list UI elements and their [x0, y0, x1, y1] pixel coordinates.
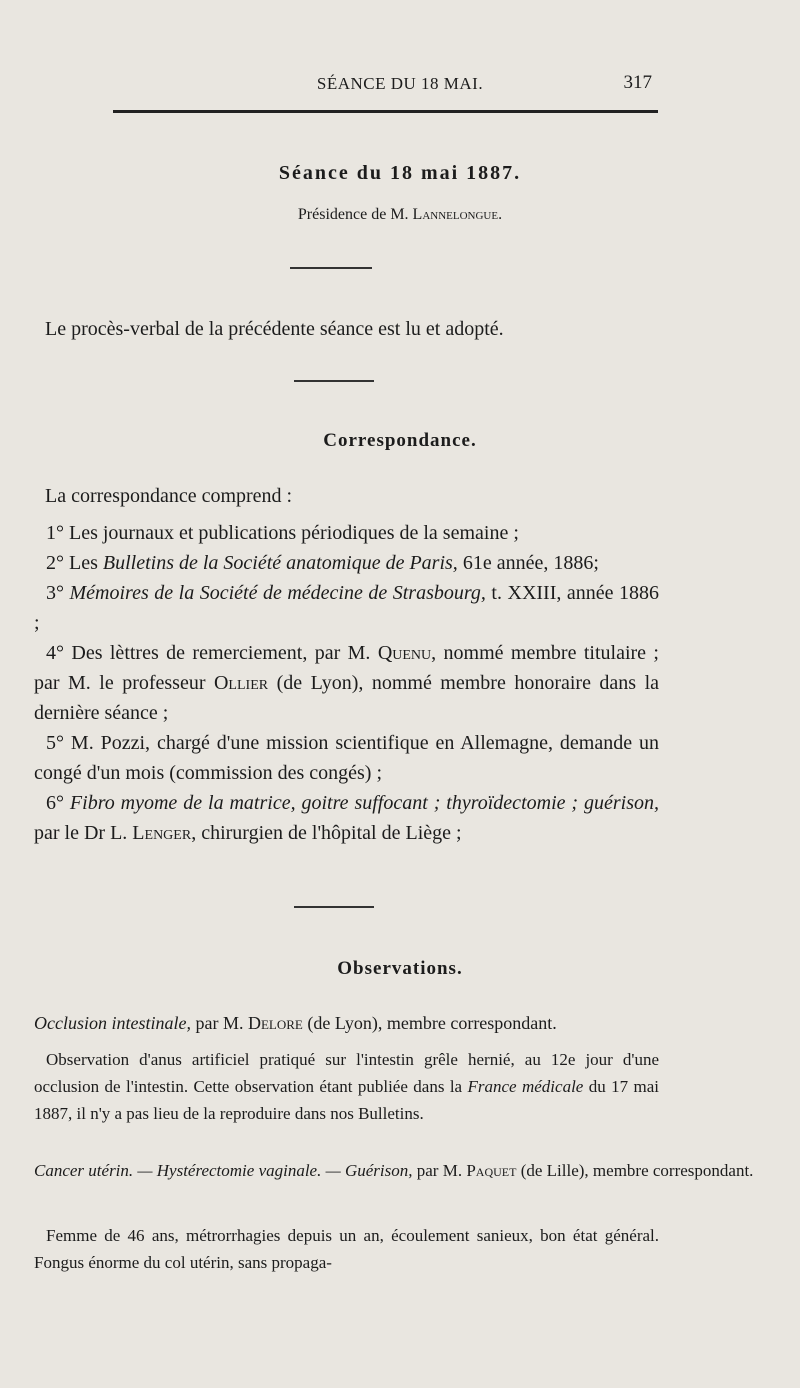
- president-name: Lannelongue: [412, 206, 499, 223]
- obs2-rest: (de Lille), membre correspondant.: [516, 1161, 754, 1180]
- obs2-title: Cancer utérin. — Hystérectomie vaginale. — Guérison,: [34, 1161, 413, 1180]
- observation-2-text: Femme de 46 ans, métrorrhagies depuis un an, écoulement sanieux, bon état général. Fongus énorme du col utérin, sans propaga-: [34, 1226, 659, 1272]
- obs2-name-paquet: Paquet: [466, 1161, 517, 1180]
- item2-prefix: 2° Les: [46, 552, 103, 574]
- item2-suffix: 61e année, 1886;: [457, 552, 599, 574]
- running-title: SÉANCE DU 18 MAI.: [316, 74, 484, 93]
- observations-heading: Observations.: [337, 958, 463, 979]
- correspondance-item-3: [34, 578, 659, 638]
- obs1-name-delore: Delore: [247, 1013, 303, 1033]
- presidence-suffix: .: [498, 206, 503, 223]
- item4-text-b: , nommé membre titulaire ; par M. le professeur: [34, 642, 659, 694]
- obs2-by: par M.: [412, 1161, 467, 1180]
- obs1-title: Occlusion intestinale,: [34, 1013, 191, 1033]
- divider-rule-3: [294, 906, 374, 908]
- header-rule: [113, 110, 658, 113]
- correspondance-item-4: [34, 638, 659, 728]
- item6-text-c: , chirurgien de l'hôpital de Liège ;: [191, 822, 462, 844]
- correspondance-item-2: [34, 548, 659, 578]
- item2-title: Bulletins de la Société anatomique de Paris,: [102, 552, 458, 574]
- item4-text-c: (de Lyon), nommé membre honoraire dans la dernière séance ;: [34, 672, 659, 724]
- obs1-journal: France médicale: [467, 1077, 584, 1096]
- correspondance-heading: Correspondance.: [323, 430, 477, 451]
- item6-text-b: par le Dr L.: [34, 822, 133, 844]
- correspondance-item-1: 1° Les journaux et publications périodiques de la semaine ;: [46, 522, 519, 544]
- item4-name-quenu: Quenu: [377, 642, 432, 664]
- item4-text-a: 4° Des lèttres de remerciement, par M.: [46, 642, 378, 664]
- obs1-by: par M.: [190, 1013, 248, 1033]
- obs1-text-a: Observation d'anus artificiel pratiqué sur l'intestin grêle hernié, au 12e jour d'une occlusion de l'intestin. Cette observation étant publiée dans la: [34, 1050, 659, 1096]
- proces-verbal: Le procès-verbal de la précédente séance est lu et adopté.: [45, 318, 504, 340]
- item6-name-lenger: Lenger: [132, 822, 192, 844]
- correspondance-intro: La correspondance comprend :: [45, 485, 293, 507]
- observation-2-title: [34, 1157, 800, 1184]
- observation-1-text: [34, 1046, 659, 1127]
- item3-title: Mémoires de la Société de médecine de Strasbourg,: [69, 582, 486, 604]
- divider-rule-1: [290, 267, 372, 269]
- obs1-rest: (de Lyon), membre correspondant.: [302, 1013, 557, 1033]
- observation-1-title: [34, 1010, 659, 1037]
- item6-title: Fibro myome de la matrice, goitre suffocant ; thyroïdectomie ; guérison,: [69, 792, 659, 814]
- presidence-line: [0, 206, 800, 224]
- correspondance-item-5: 5° M. Pozzi, chargé d'une mission scientifique en Allemagne, demande un congé d'un mois (commission des congés) ;: [34, 732, 659, 784]
- divider-rule-2: [294, 380, 374, 382]
- item6-prefix: 6°: [46, 792, 70, 814]
- obs1-text-b: du 17 mai 1887, il n'y a pas lieu de la reproduire dans nos Bulletins.: [34, 1077, 660, 1123]
- presidence-prefix: Présidence de M.: [297, 206, 413, 223]
- item3-suffix: t. XXIII, année 1886 ;: [34, 582, 660, 634]
- item4-name-ollier: Ollier: [213, 672, 269, 694]
- session-title: Séance du 18 mai 1887.: [278, 162, 522, 184]
- correspondance-list: [34, 518, 659, 848]
- item3-prefix: 3°: [46, 582, 70, 604]
- correspondance-item-6: [34, 788, 659, 848]
- page-number: 317: [623, 72, 652, 93]
